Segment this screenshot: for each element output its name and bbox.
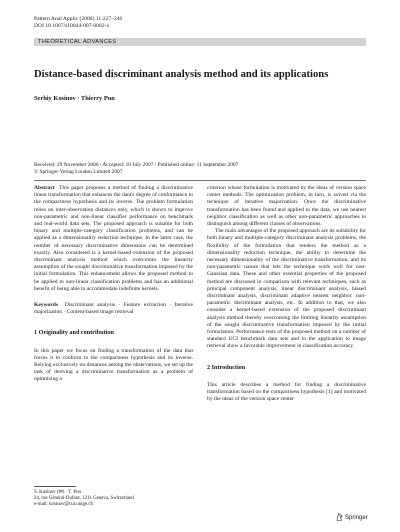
keywords — [34, 302, 193, 316]
left-column — [34, 185, 193, 384]
footnote-email: e-mail: kosinov@cui.unige.ch — [34, 502, 93, 508]
publication-history: Received: 29 November 2006 / Accepted: 10 July 2007 / Published online: 11 September 2007 — [34, 162, 239, 168]
springer-knight-icon — [336, 513, 343, 523]
footnote-address: 24, rue Général-Dufour, 1211 Geneva, Switzerland — [34, 496, 134, 502]
copyright-notice: © Springer-Verlag London Limited 2007 — [34, 169, 123, 175]
abstract-label: Abstract — [34, 185, 55, 191]
body-paragraph-1: criterion whose formulation is motivated by the ideas of version space center methods. The optimization problem, in turn, is solved via the technique of iterative majorization. Once the discriminative transformation has been found and applied to the data, we use nearest neighbor classification as well as other non-parametric approaches to distinguish among different classes of observations. — [207, 185, 366, 228]
section-heading-originality: 1 Originality and contribution — [34, 329, 114, 337]
right-column — [207, 185, 366, 403]
keywords-text: Discriminant analysis · Feature extraction · Iterative majorization · Content-based image retrieval — [34, 302, 193, 316]
publication-dates — [34, 162, 366, 176]
section-originality-text: In this paper we focus on finding a transformation of the data that forces it to conform to the compactness hypothesis and its inverse. Relying exclusively on distances among the observations, we set up the task of deriving a discriminative transformation as a problem of optimizing a — [34, 347, 193, 383]
body-paragraph-2: The main advantages of the proposed approach are its suitability for both binary and multiple-category discriminant analysis problems, the flexibility of the formulation that renders the method as a dimensionality reduction technique, the ability to determine the necessary dimensionality of the discriminative transformation, and its non-parametric nature that lets the technique work well for non-Gaussian data. These and other essential properties of the proposed method are discussed in comparison with relevant techniques, such as principal component analysis, linear discriminant analysis, biased discriminant analysis, discriminant adaptive nearest neighbor, non-parametric discriminant analysis, etc. In addition to that, we also consider a kernel-based extension of the proposed discriminant analysis method thereby overcoming the limiting linearity assumption of the sought discriminative transformation imposed by the initial formulation. Performance tests of the proposed method on a number of standard UCI benchmark data sets and in the application to image retrieval show a favorable improvement in classification accuracy. — [207, 228, 366, 350]
journal-doi: DOI 10.1007/s10044-007-0082-x — [34, 23, 110, 29]
keywords-label: Keywords — [34, 302, 59, 309]
publisher-name: Springer — [345, 515, 368, 521]
journal-citation: Pattern Anal Applic (2008) 11:227–246 — [34, 16, 123, 22]
footnote-authors: S. Kosinov (✉) · T. Pun — [34, 490, 81, 495]
abstract-text: This paper proposes a method of finding a discriminative linear transformation that enhances the data's degree of conformance to the compactness hypothesis and its inverse. The problem formulation relies on inter-observation distances only, which is shown to improve non-parametric and non-linear classifier performance on benchmark and real-world data sets. The proposed approach is suitable for both binary and multiple-category classification problems, and can be applied as a dimensionality reduction technique. In the latter case, the number of necessary discriminative dimensions can be determined exactly. Also considered is a kernel-based extension of the proposed discriminant analysis method which overcomes the linearity assumption of the sought discriminative transformation imposed by the initial formulation. This enhancement allows the proposed method to be applied to non-linear classification problems and has an additional benefit of being able to accommodate indefinite kernels. — [34, 185, 193, 292]
section-heading-introduction: 2 Introduction — [207, 363, 246, 371]
header-divider — [34, 180, 366, 181]
article-category-bar: THEORETICAL ADVANCES — [34, 38, 366, 46]
footnote-divider — [34, 486, 76, 487]
author-footnote — [34, 490, 134, 509]
paper-authors: Serhiy Kosinov · Thierry Pun — [34, 95, 115, 102]
abstract — [34, 185, 193, 293]
paper-title: Distance-based discriminant analysis method and its applications — [34, 69, 329, 80]
publisher-logo — [336, 513, 368, 523]
introduction-text: This article describes a method for finding a discriminative transformation based on the compactness hypothesis [1] and motivated by the ideas of the version space center — [207, 381, 366, 403]
